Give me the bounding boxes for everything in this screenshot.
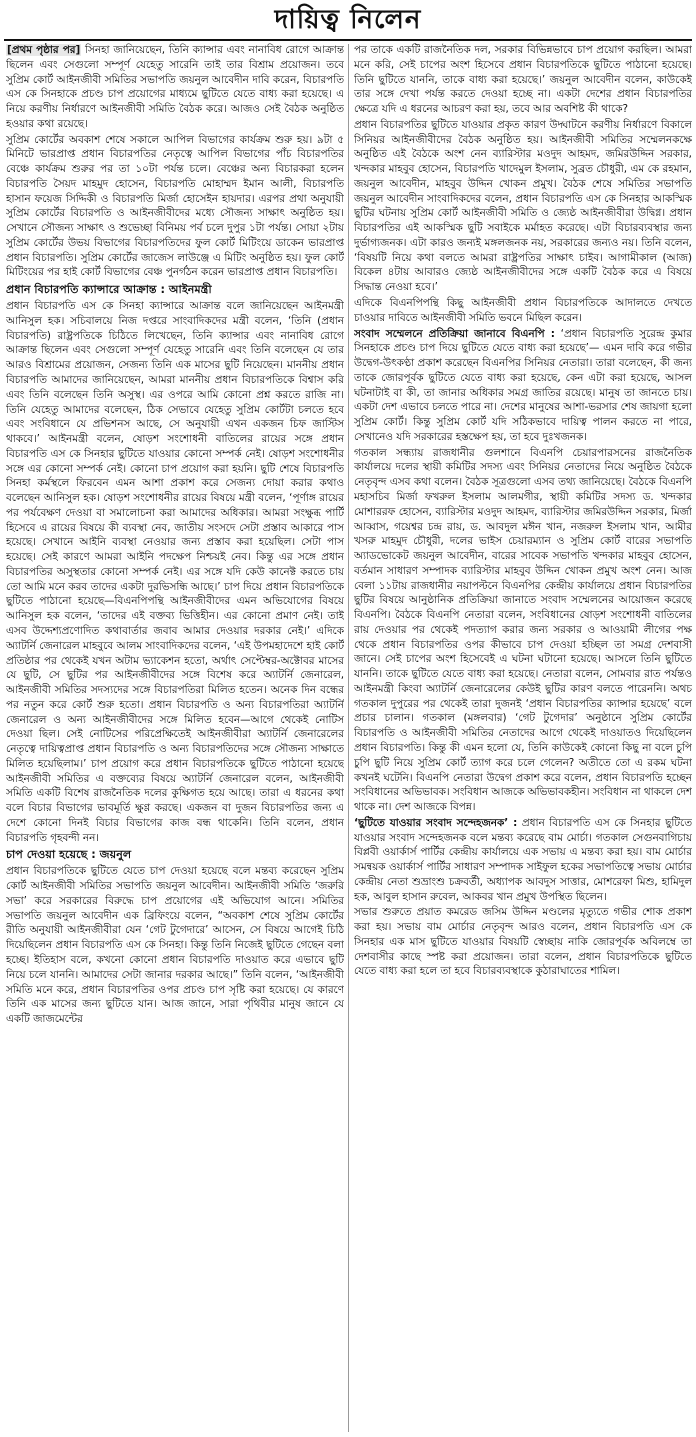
paragraph (354, 327, 692, 445)
paragraph-text: প্রধান বিচারপতি এস কে সিনহার ছুটিতে যাওয়ার সংবাদ সন্দেহজনক বলে মন্তব্য করেছে বাম মোর্চা। গতকাল সেগুনবাগিচায় বিপ্লবী ওয়ার্কার্স পার্টির কেন্দ্রীয় কার্যালয়ে এক সভায় এ মন্তব্য করা হয়। বাম মোর্চার সমন্বয়ক ওয়ার্কার্স পার্টির সাধারণ সম্পাদক সাইফুল হকের সভাপতিত্বে সভায় মোর্চার কেন্দ্রীয় নেতা শুভ্রাংশু চক্রবর্তী, অধ্যাপক আবদুস সাত্তার, মোশরেফা মিশু, হামিদুল হক, আবুল হাসান রুবেল, আকবর খান প্রমুখ উপস্থিত ছিলেন। (354, 816, 692, 903)
continuation-tag: [প্রথম পৃষ্ঠার পর] (7, 44, 81, 56)
subheading: চাপ দেওয়া হয়েছে : জয়নুল (6, 848, 132, 862)
subheading: ‘ছুটিতে যাওয়ার সংবাদ সন্দেহজনক’ : (354, 816, 518, 829)
paragraph: প্রধান বিচারপতির ছুটিতে যাওয়ার প্রকৃত কারণ উদ্ঘাটনে করণীয় নির্ধারণে বিকালে সিনিয়র আইনজীবীদের বৈঠক অনুষ্ঠিত হয়। আইনজীবী সমিতির সম্মেলনকক্ষে অনুষ্ঠিত এই বৈঠকে অংশ নেন ব্যারিস্টার মওদুদ আহমদ, জমিরউদ্দিন সরকার, খন্দকার মাহবুব হোসেন, বিচারপতি খাদেমুল ইসলাম, সুব্রত চৌধুরী, এম কে রহমান, জয়নুল আবেদীন, মাহবুব উদ্দিন খোকন প্রমুখ। বৈঠক শেষে সমিতির সভাপতি জয়নুল আবেদীন সাংবাদিকদের বলেন, প্রধান বিচারপতি এস কে সিনহার আকস্মিক ছুটির ঘটনায় সুপ্রিম কোর্ট আইনজীবী সমিতি ও জ্যেষ্ঠ আইনজীবীরা উদ্বিগ্ন। প্রধান বিচারপতির এই আকস্মিক ছুটি সবাইকে মর্মাহত করেছে। এটা বিচারব্যবস্থার জন্য দুর্ভাগ্যজনক। এটা কারও জন্যই মঙ্গলজনক নয়, সরকারের জন্যও নয়। তিনি বলেন, ‘বিষয়টি নিয়ে কথা বলতে আমরা রাষ্ট্রপতির সাক্ষাৎ চাইব। আগামীকাল (আজ) বিকেল ৪টায় আবারও জ্যেষ্ঠ আইনজীবীদের সঙ্গে একটি বৈঠক করে এ বিষয়ে সিদ্ধান্ত নেওয়া হবে।’ (354, 118, 692, 294)
paragraph: পর তাকে একটি রাজনৈতিক দল, সরকার বিভিন্নভাবে চাপ প্রয়োগ করছিল। আমরা মনে করি, সেই চাপের অংশ হিসেবে প্রধান বিচারপতিকে ছুটিতে পাঠানো হয়েছে। তিনি ছুটিতে যাননি, তাকে বাধ্য করা হয়েছে।’ জয়নুল আবেদীন বলেন, কাউকেই তার সঙ্গে দেখা পর্যন্ত করতে দেওয়া হচ্ছে না। একটা দেশের প্রধান বিচারপতির ক্ষেত্রে যদি এ ধরনের আচরণ করা হয়, তবে আর অবশিষ্ট কী থাকে? (354, 44, 692, 116)
subheading: সংবাদ সম্মেলনে প্রতিক্রিয়া জানাবে বিএনপি : (354, 327, 555, 340)
right-column (354, 43, 692, 1433)
paragraph: সুপ্রিম কোর্টের অবকাশ শেষে সকালে আপিল বিভাগের কার্যক্রম শুরু হয়। ৯টা ৫ মিনিটে ভারপ্রাপ্ত প্রধান বিচারপতির নেতৃত্বে আপিল বিভাগের পাঁচ বিচারপতির বেঞ্চে কার্যক্রম শুরুর পর তা ১০টা পর্যন্ত চলে। বেঞ্চের অন্য বিচারকরা হলেন বিচারপতি সৈয়দ মাহমুদ হোসেন, বিচারপতি মোহাম্মদ ইমান আলী, বিচারপতি হাসান ফয়েজ সিদ্দিকী ও বিচারপতি মির্জা হোসেইন হায়দার। এরপর প্রথা অনুযায়ী সুপ্রিম কোর্টের বিচারপতি ও আইনজীবীদের মধ্যে সৌজন্য সাক্ষাৎ অনুষ্ঠিত হয়। সেখানে সৌজন্য সাক্ষাৎ ও শুভেচ্ছা বিনিময় পর্ব চলে দুপুর ১টা পর্যন্ত। সোয়া ২টায় সুপ্রিম কোর্টের উভয় বিভাগের বিচারপতিদের ফুল কোর্ট মিটিংয়ে ডাকেন ভারপ্রাপ্ত প্রধান বিচারপতি। সুপ্রিম কোর্টের জাজেস লাউঞ্জে এ মিটিং অনুষ্ঠিত হয়। ফুল কোর্ট মিটিংয়ের পর হাই কোর্ট বিভাগের বেঞ্চ পুনর্গঠন করেন ভারপ্রাপ্ত প্রধান বিচারপতি। (6, 133, 344, 279)
paragraph: প্রধান বিচারপতি এস কে সিনহা ক্যান্সারে আক্রান্ত বলে জানিয়েছেন আইনমন্ত্রী আনিসুল হক। সচিবালয়ে নিজ দপ্তরে সাংবাদিকদের মন্ত্রী বলেন, ‘তিনি (প্রধান বিচারপতি) রাষ্ট্রপতিকে চিঠিতে লিখেছেন, তিনি ক্যান্সার এবং নানাবিধ রোগে আক্রান্ত ছিলেন এবং সেগুলো সম্পূর্ণ যেহেতু সারেনি এবং তিনি বলেছেন যে তার আরও বিশ্রামের প্রয়োজন, সেজন্য তিনি এক মাসের ছুটি নিয়েছেন। মাননীয় প্রধান বিচারপতি আমাদের জানিয়েছেন, আমরা মাননীয় প্রধান বিচারপতিকে বিশ্বাস করি এবং তিনি বলেছেন তিনি অসুস্থ। এর ওপরে আমি কোনো প্রশ্ন করতে রাজি না। তিনি যেহেতু আমাদের বলেছেন, ঠিক সেভাবে যেহেতু সুপ্রিম কোর্টটা চলতে হবে এবং সংবিধানে যে প্রভিশনস আছে, সে অনুযায়ী এখন একজন চিফ জাস্টিস থাকবে।’ আইনমন্ত্রী বলেন, ষোড়শ সংশোধনী বাতিলের রায়ের সঙ্গে প্রধান বিচারপতি এস কে সিনহার ছুটিতে যাওয়ার কোনো সম্পর্ক নেই। ষোড়শ সংশোধনীর সঙ্গে এর কোনো সম্পর্ক নেই। কোনো চাপ প্রয়োগ করা হয়নি। ছুটি শেষে বিচারপতি সিনহা কর্মস্থলে ফিরবেন এমন আশা প্রকাশ করে সেজন্য দোয়া করার কথাও বলেছেন আনিসুল হক। ষোড়শ সংশোধনীর রায়ের বিষয়ে মন্ত্রী বলেন, ‘পূর্ণাঙ্গ রায়ের পর পর্যবেক্ষণ দেওয়া বা সমালোচনা করা আমাদের অধিকার। আমরা সংক্ষুব্ধ পার্টি হিসেবে এ রায়ের বিষয়ে কী ব্যবস্থা নেব, জাতীয় সংসদে সেটা প্রস্তাব আকারে পাস হয়েছে। সেখানে আইনি ব্যবস্থা নেওয়ার জন্য প্রস্তাব করা হয়েছিল। সেটা পাস হয়েছে। সেই কারণে আমরা আইনি পদক্ষেপ নিশ্চয়ই নেব। কিন্তু এর সঙ্গে প্রধান বিচারপতির অসুস্থতার কোনো সম্পর্ক নেই। এর সঙ্গে যদি কেউ কানেক্ট করতে চায় তো আমি মনে করব তাদের একটা দুরভিসন্ধি আছে।’ চাপ দিয়ে প্রধান বিচারপতিকে ছুটিতে পাঠানো হয়েছে—বিএনপিপন্থি আইনজীবীদের এমন অভিযোগের বিষয়ে আনিসুল হক বলেন, ‘তাদের এই বক্তব্য ভিত্তিহীন। এর কোনো প্রমাণ নেই। তাই এসব উদ্দেশ্যপ্রণোদিত কথাবার্তার জবাব আমার দেওয়ার দরকার নেই।’ এদিকে অ্যাটর্নি জেনারেল মাহবুবে আলম সাংবাদিকদের বলেন, ‘এই উপমহাদেশে হাই কোর্ট প্রতিষ্ঠার পর থেকেই যখন অটাম ভ্যাকেশন হতো, অর্থাৎ সেপ্টেম্বর-অক্টোবর মাসের যে ছুটি, সে ছুটির পর আইনজীবীদের সঙ্গে বিশেষ করে অ্যাটর্নি জেনারেল, আইনজীবী সমিতির সদস্যদের সঙ্গে বিচারপতিরা মিলিত হতেন। অনেক দিন বন্ধের পর নতুন করে কোর্ট শুরু হতো। প্রধান বিচারপতি ও অন্য বিচারপতিরা অ্যাটর্নি জেনারেল ও অন্য আইনজীবীদের সঙ্গে মিলিত হবেন—আগে থেকেই নোটিস দেওয়া ছিল। সেই নোটিসের পরিপ্রেক্ষিতেই আইনজীবীরা অ্যাটর্নি জেনারেলের নেতৃত্বে দায়িত্বপ্রাপ্ত প্রধান বিচারপতি ও অন্য বিচারপতিদের সঙ্গে সৌজন্য সাক্ষাতে মিলিত হয়েছিলাম।’ চাপ প্রয়োগ করে প্রধান বিচারপতিকে ছুটিতে পাঠানো হয়েছে আইনজীবী সমিতির এ বক্তব্যের বিষয়ে অ্যাটর্নি জেনারেল বলেন, আইনজীবী সমিতি একটি বিশেষ রাজনৈতিক দলের কুক্ষিগত হয়ে আছে। তারা এ ধরনের কথা বলে বিচার বিভাগের ভাবমূর্তি ক্ষুণ্ণ করছে। একজন বা দুজন বিচারপতির জন্য এ দেশে কোনো দিনই বিচার বিভাগের কাজ বন্ধ থাকেনি। তিনি বলেন, প্রধান বিচারপতি গৃহবন্দী নন। (6, 300, 344, 844)
subheading: প্রধান বিচারপতি ক্যান্সারে আক্রান্ত : আইনমন্ত্রী (6, 283, 212, 297)
paragraph: এদিকে বিএনপিপন্থি কিছু আইনজীবী প্রধান বিচারপতিকে আদালতে দেখতে চাওয়ার দাবিতে আইনজীবী সমিতি ভবনে মিছিল করেন। (354, 297, 692, 324)
headline: দায়িত্ব নিলেন (274, 5, 422, 35)
left-column (6, 43, 344, 1433)
headline-rule (4, 39, 692, 41)
paragraph: সভার শুরুতে প্রয়াত কমরেড জসিম উদ্দিন মণ্ডলের মৃত্যুতে গভীর শোক প্রকাশ করা হয়। সভায় বাম মোর্চার নেতৃবৃন্দ আরও বলেন, প্রধান বিচারপতি এস কে সিনহার এক মাস ছুটিতে যাওয়ার বিষয়টি স্বেচ্ছায় নাকি জোরপূর্বক অবিলম্বে তা দেশবাসীর কাছে স্পষ্ট করা প্রয়োজন। তারা বলেন, প্রধান বিচারপতিকে ছুটিতে যেতে বাধ্য করা হলে তা হবে বিচারব্যবস্থাকে কুঠারাঘাতের শামিল। (354, 906, 692, 978)
paragraph-text: সিনহা জানিয়েছেন, তিনি ক্যান্সার এবং নানাবিধ রোগে আক্রান্ত ছিলেন এবং সেগুলো সম্পূর্ণ যেহেতু সারেনি তাই তার বিশ্রাম প্রয়োজন। তবে সুপ্রিম কোর্ট আইনজীবী সমিতির সভাপতি জয়নুল আবেদীন দাবি করেন, বিচারপতি এস কে সিনহাকে প্রচণ্ড চাপ প্রয়োগের মাধ্যমে ছুটিতে যেতে বাধ্য করা হয়েছে। এ নিয়ে করণীয় নির্ধারণে আইনজীবী সমিতি বৈঠক করে। আজও সেই বৈঠক অনুষ্ঠিত হওয়ার কথা রয়েছে। (6, 44, 344, 130)
paragraph (354, 816, 692, 905)
newspaper-page (4, 0, 692, 1437)
paragraph-text: ‘প্রধান বিচারপতি সুরেন্দ্র কুমার সিনহাকে প্রচণ্ড চাপ দিয়ে ছুটিতে যেতে বাধ্য করা হয়েছে’— এমন দাবি করে গভীর উদ্বেগ-উৎকণ্ঠা প্রকাশ করেছেন বিএনপির সিনিয়র নেতারা। তারা বলেছেন, কী জন্য তাকে জোরপূর্বক ছুটিতে যেতে বাধ্য করা হয়েছে, কেন এটা করা হয়েছে, আসল ঘটনাটাই বা কী, তা জানার অধিকার সমগ্র জাতির রয়েছে। মানুষ তা জানতে চায়। একটা দেশ এভাবে চলতে পারে না। দেশের মানুষের আশা-ভরসার শেষ জায়গা হলো সুপ্রিম কোর্ট। কিন্তু সুপ্রিম কোর্ট যদি সঠিকভাবে দায়িত্ব পালন করতে না পারে, সেখানেও যদি সরকারের হস্তক্ষেপ হয়, তা হবে দুঃখজনক। (354, 327, 692, 443)
paragraph: প্রধান বিচারপতিকে ছুটিতে যেতে চাপ দেওয়া হয়েছে বলে মন্তব্য করেছেন সুপ্রিম কোর্ট আইনজীবী সমিতির সভাপতি জয়নুল আবেদীন। আইনজীবী সমিতি ‘জরুরি সভা’ করে সরকারের বিরুদ্ধে চাপ প্রয়োগের এই অভিযোগ আনে। সমিতির সভাপতি জয়নুল আবেদীন এক ব্রিফিংয়ে বলেন, “অবকাশ শেষে সুপ্রিম কোর্টের রীতি অনুযায়ী আইনজীবীরা যেন ‘গেট টুগেদারে’ আসেন, সে বিষয়ে আগেই চিঠি দিয়েছিলেন প্রধান বিচারপতি এস কে সিনহা। কিন্তু তিনি নিজেই ছুটিতে গেছেন বলা হচ্ছে। ইতিহাস বলে, কখনো কোনো প্রধান বিচারপতি দাওয়াত করে এভাবে ছুটি নিয়ে চলে যাননি। আমাদের সেটা জানার দরকার আছে।” তিনি বলেন, ‘আইনজীবী সমিতি মনে করে, প্রধান বিচারপতির ওপর প্রচণ্ড চাপ সৃষ্টি করা হয়েছে। যে কারণে তিনি এক মাসের জন্য ছুটিতে যান। আজ জানে, সারা পৃথিবীর মানুষ জানে যে একটি জাজমেন্টের (6, 865, 344, 1026)
paragraph: গতকাল সন্ধ্যায় রাজধানীর গুলশানে বিএনপি চেয়ারপারসনের রাজনৈতিক কার্যালয়ে দলের স্থায়ী কমিটির সদস্য এবং সিনিয়র নেতাদের নিয়ে অনুষ্ঠিত বৈঠকে নেতৃবৃন্দ এসব কথা বলেন। বৈঠক সূত্রগুলো এসব তথ্য জানিয়েছে। বৈঠকে বিএনপি মহাসচিব মির্জা ফখরুল ইসলাম আলমগীর, স্থায়ী কমিটির সদস্য ড. খন্দকার মোশাররফ হোসেন, ব্যারিস্টার মওদুদ আহমদ, ব্যারিস্টার জমিরউদ্দিন সরকার, মির্জা আব্বাস, গয়েশ্বর চন্দ্র রায়, ড. আবদুল মঈন খান, নজরুল ইসলাম খান, আমীর খসরু মাহমুদ চৌধুরী, দলের ভাইস চেয়ারম্যান ও সুপ্রিম কোর্ট বারের সভাপতি অ্যাডভোকেট জয়নুল আবেদীন, বারের সাবেক সভাপতি খন্দকার মাহবুব হোসেন, বর্তমান সাধারণ সম্পাদক ব্যারিস্টার মাহবুব উদ্দিন খোকন প্রমুখ অংশ নেন। আজ বেলা ১১টায় রাজধানীর নয়াপল্টনে বিএনপির কেন্দ্রীয় কার্যালয়ে প্রধান বিচারপতির ছুটির বিষয়ে আনুষ্ঠানিক প্রতিক্রিয়া জানাতে সংবাদ সম্মেলনের আয়োজন করেছে বিএনপি। বৈঠকে বিএনপি নেতারা বলেন, সংবিধানের ষোড়শ সংশোধনী বাতিলের রায় দেওয়ার পর থেকেই পদত্যাগ করার জন্য সরকার ও আওয়ামী লীগের পক্ষ থেকে প্রধান বিচারপতির ওপর কীভাবে চাপ দেওয়া হচ্ছিল তা সমগ্র দেশবাসী জানে। সেই চাপের অংশ হিসেবেই এ ঘটনা ঘটানো হয়েছে। আসলে তিনি ছুটিতে যাননি। তাকে ছুটিতে যেতে বাধ্য করা হয়েছে। নেতারা বলেন, সোমবার রাত পর্যন্তও আইনমন্ত্রী কিংবা অ্যাটর্নি জেনারেলের কেউই ছুটির কারণ বলতে পারেননি। অথচ গতকাল দুপুরের পর থেকেই তারা দুজনই ‘প্রধান বিচারপতির ক্যান্সার হয়েছে’ বলে প্রচার চালান। গতকাল (মঙ্গলবার) ‘গেট টুগেদার’ অনুষ্ঠানে সুপ্রিম কোর্টের বিচারপতি ও আইনজীবী সমিতির নেতাদের আগে থেকেই দাওয়াতও দিয়েছিলেন প্রধান বিচারপতি। কিন্তু কী এমন হলো যে, তিনি কাউকেই কোনো কিছু না বলে চুপি চুপি ছুটি নিয়ে সুপ্রিম কোর্ট ত্যাগ করে চলে গেলেন? অতীতে তো এ রকম ঘটনা কখনই ঘটেনি। বিএনপি নেতারা উদ্বেগ প্রকাশ করে বলেন, প্রধান বিচারপতি হচ্ছেন সংবিধানের অভিভাবক। সংবিধান আজকে অভিভাবকহীন। সংবিধান না থাকলে দেশ থাকে না। দেশ আজকে বিপন্ন। (354, 446, 692, 814)
column-divider (348, 44, 349, 1432)
paragraph (6, 43, 344, 132)
